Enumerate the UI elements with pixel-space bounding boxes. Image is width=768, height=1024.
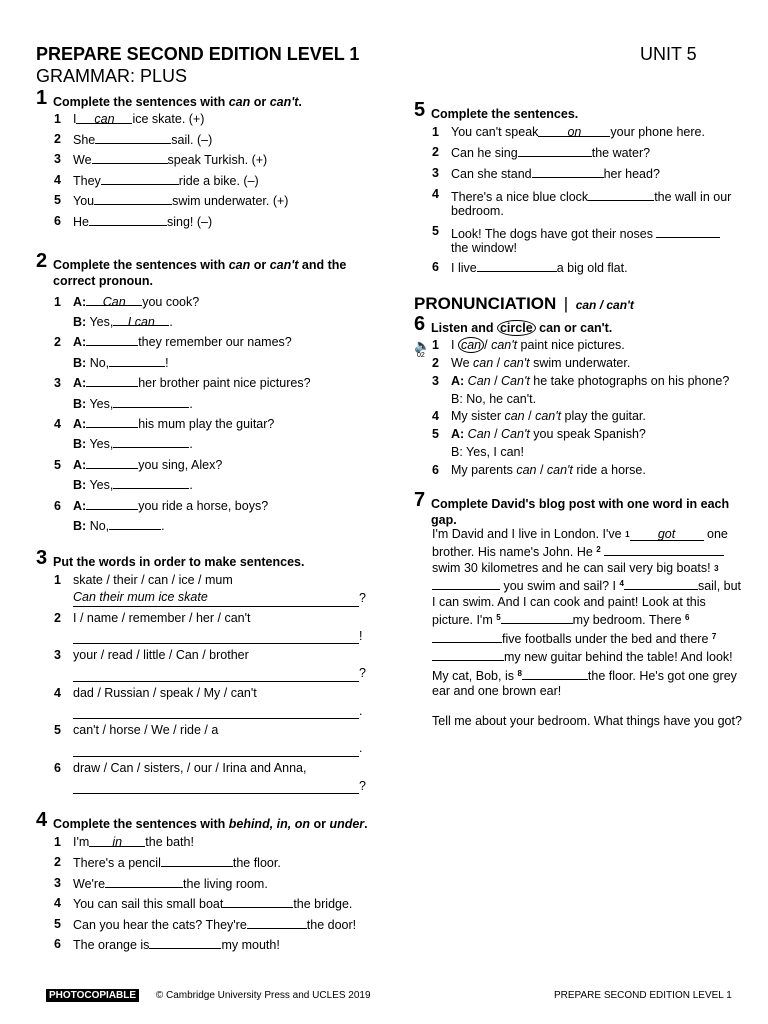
blog-text: one brother. His name's John. He (432, 526, 728, 560)
item-text: sing! (–) (166, 214, 213, 229)
option-cant[interactable]: can't (491, 338, 518, 353)
item-text: . (161, 519, 165, 534)
item-number: 6 (54, 760, 61, 775)
word-prompt: dad / Russian / speak / My / can't (73, 685, 257, 700)
speaker-b: B: (73, 314, 87, 329)
item-number: 1 (54, 573, 61, 588)
item-text: Yes, (89, 437, 114, 452)
item-number: 3 (54, 376, 61, 391)
item-text: ride a horse. (572, 462, 646, 477)
exercise-3-items (36, 573, 376, 794)
item-text: No, (89, 355, 110, 370)
item-text: ! (165, 355, 169, 370)
item-number: 6 (432, 260, 439, 275)
item-number: 5 (54, 916, 61, 931)
list-item (414, 164, 748, 185)
answer-blank[interactable] (89, 212, 167, 226)
item-text: I (73, 112, 77, 126)
list-item (414, 143, 748, 164)
item-text: I'm (73, 835, 90, 850)
item-text: The orange is (73, 938, 150, 953)
answer-blank[interactable] (86, 332, 138, 346)
answer-blank[interactable]: on (538, 123, 610, 137)
instruction-words: behind, in, on (228, 817, 310, 832)
item-number: 3 (54, 648, 61, 663)
item-text: her brother paint nice pictures? (138, 376, 311, 391)
answer-blank[interactable]: I can (113, 312, 169, 326)
answer-blank[interactable] (604, 542, 724, 556)
answer-blank[interactable] (109, 353, 165, 367)
list-item (36, 935, 376, 956)
answer-blank[interactable] (105, 874, 183, 888)
speaker-a: A: (73, 294, 87, 309)
answer-blank[interactable] (518, 143, 592, 157)
item-number: 1 (432, 125, 439, 139)
item-text: You can sail this small boat (73, 897, 224, 912)
item-text: the door! (306, 917, 357, 932)
answer-line[interactable] (73, 739, 359, 757)
list-item: 2 We can / can't swim underwater. (414, 355, 748, 373)
option-cant[interactable]: can't (546, 462, 573, 477)
exercise-1-items (36, 110, 376, 233)
option-cant[interactable]: Can't (501, 427, 530, 442)
answer-blank[interactable] (223, 894, 293, 908)
list-item (36, 915, 376, 936)
blog-text: my bedroom. There (572, 613, 685, 628)
speaker-a: A: (451, 373, 468, 388)
list-item (36, 723, 376, 757)
answer-blank[interactable] (95, 130, 171, 144)
list-item (36, 130, 376, 151)
speaker-icon[interactable]: 🔈 (414, 338, 431, 354)
exercise-number: 6 (414, 313, 426, 336)
exercise-number: 4 (36, 809, 48, 832)
blog-text: my new guitar behind the table! And look! My cat, Bob, is (432, 650, 733, 683)
list-item (36, 874, 376, 895)
exercise-5-heading (414, 99, 748, 122)
word-prompt: I / name / remember / her / can't (73, 610, 251, 625)
item-number: 2 (54, 335, 61, 350)
gap-number: 5 (496, 613, 501, 623)
list-item (414, 221, 748, 258)
item-number: 2 (54, 855, 61, 870)
list-item (414, 123, 748, 143)
list-item: 6 My parents can / can't ride a horse. (414, 462, 748, 480)
list-item (36, 191, 376, 212)
end-punctuation: ? (359, 778, 366, 793)
instruction-cant: can't (269, 257, 299, 272)
instruction-text: Listen and (431, 321, 497, 336)
answer-blank[interactable] (161, 853, 233, 867)
section-title: PRONUNCIATION (414, 294, 557, 314)
item-number: 2 (54, 610, 61, 625)
item-text: the water? (591, 145, 651, 160)
list-item (36, 150, 376, 171)
list-item: 1 I can / can't paint nice pictures. (414, 337, 748, 355)
speaker-a: A: (73, 498, 87, 513)
footer-right: PREPARE SECOND EDITION LEVEL 1 (554, 990, 732, 1001)
item-number: 3 (54, 875, 61, 890)
answer-blank[interactable] (432, 576, 500, 590)
item-number: 1 (432, 338, 439, 353)
option-can[interactable]: Can (467, 373, 491, 388)
answer-blank[interactable]: got (630, 527, 704, 541)
item-number: 3 (432, 165, 439, 180)
gap-number: 1 (625, 529, 630, 539)
list-item (36, 611, 376, 645)
answer-blank[interactable] (522, 666, 588, 680)
item-answer-line: B: Yes, I can! (451, 444, 524, 459)
answer-blank[interactable] (432, 647, 504, 661)
end-punctuation: ? (359, 591, 366, 606)
instruction-end: can or can't. (535, 321, 613, 336)
list-item (414, 258, 748, 279)
answer-blank[interactable] (113, 394, 189, 408)
list-item (36, 833, 376, 853)
item-text: Can you hear the cats? They're (73, 917, 247, 932)
answer-blank[interactable] (86, 414, 138, 428)
instruction-can: can (228, 95, 251, 109)
item-text: Can he sing (451, 145, 518, 160)
item-text: My parents (451, 462, 517, 477)
item-text: Yes, (89, 396, 114, 411)
item-number: 6 (432, 462, 439, 477)
list-item (36, 292, 376, 333)
item-text: your phone here. (610, 125, 705, 139)
exercise-1-heading (36, 87, 376, 110)
answer-blank[interactable] (113, 475, 189, 489)
blog-post (414, 527, 744, 700)
pronunciation-heading (414, 293, 748, 316)
answer-blank[interactable]: in (89, 833, 145, 847)
item-text: the wall in our bedroom. (451, 190, 732, 219)
option-cant[interactable]: can't (503, 355, 530, 370)
item-text: the window! (451, 241, 518, 256)
speaker-b: B: (73, 355, 87, 370)
speaker-b: B: (73, 478, 87, 493)
item-text: his mum play the guitar? (138, 417, 275, 431)
answer-line[interactable] (73, 664, 359, 682)
answer-blank[interactable] (149, 935, 221, 949)
exercise-2-heading (36, 249, 376, 289)
item-text: speak Turkish. (+) (167, 153, 268, 168)
list-item (36, 455, 376, 496)
footer-left (46, 990, 371, 1001)
exercise-number: 5 (414, 99, 426, 121)
blog-text: you swim and sail? I (500, 579, 620, 594)
item-number: 6 (54, 498, 61, 513)
item-text: you cook? (142, 294, 200, 309)
item-text: You (73, 194, 95, 209)
option-can[interactable]: can (504, 409, 525, 424)
gap-number: 3 (714, 563, 719, 573)
exercise-number: 1 (36, 87, 48, 109)
copyright-text: © Cambridge University Press and UCLES 2019 (155, 990, 371, 1001)
item-text: We (451, 355, 473, 370)
item-text: She (73, 132, 96, 147)
answer-line[interactable] (73, 776, 359, 794)
item-text: No, (89, 519, 110, 534)
exercise-4-items (36, 833, 376, 956)
item-text: the floor. (232, 856, 281, 871)
answer-blank[interactable] (92, 150, 168, 164)
list-item (36, 894, 376, 915)
instruction-can: can (228, 257, 251, 272)
answer-blank[interactable] (477, 258, 557, 272)
blog-text: I'm David and I live in London. I've (432, 526, 626, 541)
item-number: 5 (54, 193, 61, 208)
answer-blank[interactable] (86, 373, 138, 387)
item-text: play the guitar. (561, 409, 646, 424)
instruction-text: Complete the sentences. (431, 107, 579, 121)
instruction-or: or (309, 817, 330, 832)
option-cant[interactable]: can't (535, 409, 562, 424)
item-text: swim underwater. (529, 355, 631, 370)
speaker-a: A: (73, 335, 87, 350)
answer-blank[interactable] (101, 171, 179, 185)
item-text: We (73, 153, 92, 168)
list-item: 5 A: Can / Can't you speak Spanish? B: Yes, I can! (432, 427, 646, 459)
answer-blank[interactable] (86, 496, 138, 510)
instruction-text: Complete the sentences with (53, 257, 229, 272)
speaker-a: A: (73, 457, 87, 472)
list-item (36, 686, 376, 720)
exercise-6-heading (414, 313, 748, 336)
item-number: 6 (54, 937, 61, 952)
answer-blank[interactable] (86, 455, 138, 469)
exercise-4-heading (36, 809, 376, 832)
exercise-number: 2 (36, 249, 48, 272)
item-text: ice skate. (+) (132, 112, 205, 126)
instruction-end: . (364, 817, 368, 832)
list-item (36, 496, 376, 537)
speaker-a: A: (451, 427, 468, 442)
list-item (36, 212, 376, 233)
item-text: I live (451, 261, 477, 276)
item-text: you speak Spanish? (529, 427, 646, 442)
gap-number: 7 (711, 631, 717, 641)
answer-line[interactable] (73, 701, 359, 719)
item-number: 2 (432, 144, 439, 159)
instruction-circle: circle (497, 320, 536, 336)
exercise-3-heading (36, 547, 376, 570)
section-subtitle: can / can't (575, 298, 634, 313)
item-text: swim underwater. (+) (172, 194, 289, 209)
exercise-number: 3 (36, 547, 48, 570)
answer-blank[interactable] (532, 164, 604, 178)
item-number: 5 (432, 427, 439, 442)
item-text: they remember our names? (138, 335, 292, 350)
item-text: a big old flat. (556, 261, 628, 276)
item-text: There's a pencil (73, 856, 161, 871)
gap-number: 8 (517, 668, 522, 678)
end-punctuation: ! (359, 628, 363, 643)
item-text: the bridge. (293, 897, 353, 912)
answer-blank[interactable]: Can (86, 292, 142, 306)
answer-line[interactable]: Can their mum ice skate (73, 589, 359, 607)
answer-blank[interactable] (432, 629, 502, 643)
blog-text: the floor. He's got one grey ear and one brown ear! (432, 668, 737, 699)
item-text: my mouth! (221, 938, 280, 953)
item-number: 3 (432, 373, 439, 388)
item-number: 1 (54, 835, 61, 850)
answer-blank[interactable]: can (76, 110, 132, 124)
instruction-text: Complete the sentences with (53, 817, 229, 832)
blog-text: sail, but I can swim. And I can cook and paint! Look at this picture. I'm (432, 579, 742, 628)
word-prompt: draw / Can / sisters, / our / Irina and Anna, (73, 760, 307, 775)
answer-blank[interactable] (656, 224, 720, 238)
item-number: 4 (54, 172, 61, 187)
item-text: you ride a horse, boys? (138, 498, 269, 513)
word-prompt: can't / horse / We / ride / a (73, 723, 219, 738)
item-text: You can't speak (451, 125, 539, 139)
end-punctuation: ? (359, 666, 366, 681)
left-column (36, 87, 376, 956)
item-text: He (73, 214, 89, 229)
speaker-a: A: (73, 376, 87, 391)
page-subtitle: GRAMMAR: PLUS (36, 66, 188, 86)
item-text: They (73, 173, 101, 188)
item-text: ride a bike. (–) (178, 173, 259, 188)
list-item: 3 A: Can / Can't he take photographs on his phone? B: No, he can't. (432, 373, 730, 406)
item-text: . (189, 396, 193, 411)
instruction-text: Complete the sentences with (53, 95, 229, 109)
speaker-b: B: (73, 437, 87, 452)
item-number: 1 (54, 294, 61, 309)
item-number: 2 (432, 355, 439, 370)
exercise-number: 7 (414, 488, 426, 511)
photocopiable-badge: PHOTOCOPIABLE (46, 989, 139, 1002)
list-item (36, 414, 376, 455)
answer-blank[interactable] (588, 187, 654, 201)
item-number: 4 (432, 187, 439, 202)
item-text: I (451, 338, 458, 353)
answer-blank[interactable] (94, 191, 172, 205)
item-text: her head? (603, 166, 660, 181)
speaker-b: B: (73, 519, 87, 534)
answer-blank[interactable] (113, 434, 189, 448)
instruction-cant: can't (269, 95, 299, 109)
item-text: the living room. (183, 876, 268, 891)
instruction-or: or (250, 95, 270, 109)
speaker-b: B: (73, 396, 87, 411)
answer-blank[interactable] (624, 576, 698, 590)
answer-blank[interactable] (109, 516, 161, 530)
item-text: We're (73, 876, 106, 891)
answer-line[interactable] (73, 626, 359, 644)
item-answer-line: B: No, he can't. (451, 391, 537, 406)
separator: | (563, 294, 569, 314)
list-item (36, 853, 376, 874)
gap-number: 4 (619, 579, 624, 589)
option-can[interactable]: can (473, 355, 494, 370)
item-text: sail. (–) (171, 132, 213, 147)
list-item (36, 171, 376, 192)
item-text: Yes, (89, 314, 114, 329)
list-item (414, 184, 748, 221)
list-item (36, 373, 376, 414)
option-can[interactable]: can (516, 462, 537, 477)
option-cant[interactable]: Can't (501, 373, 530, 388)
end-punctuation: . (359, 703, 363, 718)
list-item (36, 332, 376, 373)
exercise-6-items (414, 337, 748, 479)
word-prompt: your / read / little / Can / brother (73, 648, 249, 663)
list-item (36, 648, 376, 682)
page-title: PREPARE SECOND EDITION LEVEL 1 (36, 44, 360, 64)
exercise-7-heading (414, 488, 748, 528)
writing-task: Tell me about your bedroom. What things have you got? (432, 713, 742, 728)
list-item (36, 110, 376, 130)
option-can[interactable]: can (458, 337, 484, 353)
instruction-under: under (329, 817, 365, 832)
list-item (36, 573, 376, 607)
list-item: 4 My sister can / can't play the guitar. (414, 408, 748, 426)
word-prompt: skate / their / can / ice / mum (73, 573, 233, 588)
gap-number: 2 (596, 545, 601, 555)
blog-text: swim 30 kilometres and he can sail very big boats! (432, 560, 711, 575)
instruction-end: and the correct pronoun. (53, 257, 347, 288)
item-number: 6 (54, 213, 61, 228)
item-number: 5 (54, 457, 61, 472)
option-can[interactable]: Can (467, 427, 491, 442)
item-text: the bath! (145, 835, 194, 850)
item-text: . (189, 437, 193, 452)
item-text: he take photographs on his phone? (529, 373, 730, 388)
item-number: 2 (54, 131, 61, 146)
item-text: Look! The dogs have got their noses (451, 227, 653, 242)
item-text: . (169, 314, 173, 329)
item-number: 4 (432, 409, 439, 424)
answer-blank[interactable] (247, 915, 307, 929)
item-text: My sister (451, 409, 505, 424)
item-text: paint nice pictures. (517, 338, 625, 353)
item-number: 3 (54, 152, 61, 167)
instruction-text: Put the words in order to make sentences. (53, 555, 305, 570)
item-number: 4 (54, 685, 61, 700)
blog-text: five footballs under the bed and there (502, 631, 712, 646)
item-number: 5 (432, 224, 439, 239)
answer-blank[interactable] (501, 610, 573, 624)
instruction-end: . (298, 95, 302, 109)
item-number: 5 (54, 723, 61, 738)
end-punctuation: . (359, 741, 363, 756)
right-column (414, 99, 748, 729)
audio-track-number: 02 (417, 352, 425, 360)
item-text: you sing, Alex? (138, 457, 223, 472)
item-text: Yes, (89, 478, 114, 493)
instruction-or: or (250, 257, 270, 272)
unit-label: UNIT 5 (640, 44, 697, 64)
instruction-text: Complete David's blog post with one word in each gap. (431, 496, 730, 527)
list-item (36, 761, 376, 795)
exercise-2-items (36, 292, 376, 537)
item-number: 4 (54, 896, 61, 911)
exercise-5-items (414, 123, 748, 279)
item-text: . (189, 478, 193, 493)
gap-number: 6 (685, 613, 690, 623)
item-number: 4 (54, 417, 61, 431)
item-text: There's a nice blue clock (451, 190, 589, 205)
speaker-a: A: (73, 417, 87, 431)
item-text: Can she stand (451, 166, 532, 181)
item-number: 1 (54, 112, 61, 126)
